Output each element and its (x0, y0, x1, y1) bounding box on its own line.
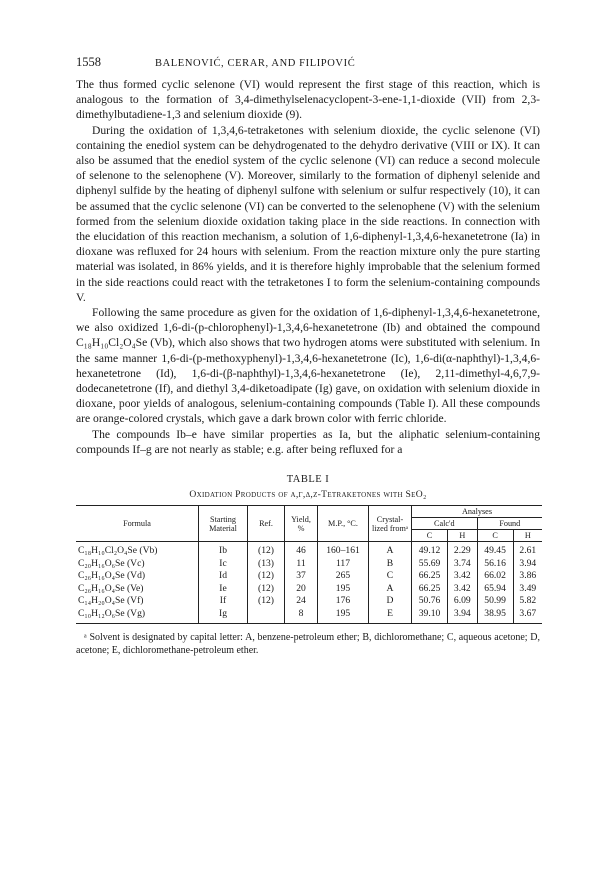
cell-found-h: 2.61 (513, 542, 542, 558)
cell-found-h: 3.86 (513, 570, 542, 583)
header-found: Found (477, 518, 542, 530)
cell-calcd-h: 3.94 (448, 608, 478, 623)
cell-mp: 195 (318, 608, 369, 623)
cell-crystallized-from: B (369, 558, 412, 571)
cell-ref: (12) (248, 595, 285, 608)
cell-starting-material: Id (199, 570, 248, 583)
table-row (76, 595, 542, 608)
header-mp: M.P., °C. (318, 506, 369, 542)
paragraph-3: Following the same procedure as given for the oxidation of 1,6-diphenyl-1,3,4,6-hexanetetrone, we also oxidized 1,6-di-(p-chlorophenyl)-1,3,4,6-hexanetetrone (Ib) and obtained the compound C₁₈H₁₀Cl₂O₄Se (Vb), which also shows that two hydrogen atoms were substituted with selenium. In the same manner 1,6-di-(p-methoxyphenyl)-1,3,4,6-hexanetetrone (Ic), 1,6-di(α-naphthyl)-1,3,4,6-hexanetetrone (Id), 1,6-di-(β-naphthyl)-1,3,4,6-hexanetetrone (Ie), 2,11-dimethyl-4,6,7,9-dodecanetetrone (If), and diethyl 3,4-diketoadipate (Ig) gave, on oxidation with selenium dioxide in dioxane, poor yields of analogous, selenium-containing compounds (Table I). All these compounds are orange-colored crystals, which gave a dark brown color with ferric chloride. (76, 306, 540, 426)
cell-mp: 176 (318, 595, 369, 608)
table-row (76, 570, 542, 583)
table-row (76, 583, 542, 596)
cell-crystallized-from: E (369, 608, 412, 623)
cell-calcd-h: 6.09 (448, 595, 478, 608)
cell-calcd-c: 55.69 (412, 558, 448, 571)
header-ref: Ref. (248, 506, 285, 542)
cell-calcd-c: 50.76 (412, 595, 448, 608)
oxidation-products-table (76, 505, 542, 624)
cell-yield: 8 (285, 608, 318, 623)
paragraph-1: The thus formed cyclic selenone (VI) would represent the first stage of this reaction, which is analogous to the formation of 3,4-dimethylselenacyclopent-3-ene-1,1-dioxide (VII) from 2,3-dimethylbutadiene-1,3 and selenium dioxide (9). (76, 78, 540, 122)
cell-formula: C₁₀H₁₂O₆Se (Vg) (76, 608, 199, 623)
paragraph-2: During the oxidation of 1,3,4,6-tetraketones with selenium dioxide, the cyclic selenone (VI) containing the enediol system can be dehydrogenated to the dehydro derivative (VIII or IX). It can also be assumed that the enediol system of the cyclic selenone (VI) can reduce a second molecule of selenone to the selenophene (V). Moreover, similarly to the formation of diphenyl selenide and diphenyl sulfide by the heating of diphenyl sulfone with selenium or sulfur respectively (10), it can be assumed that the cyclic selenone (VI) can be converted to the selenophene (V) with the selenium formed from the selenium dioxide oxidation taking place in the side reactions. In connection with the elucidation of this reaction mechanism, a solution of 1,6-diphenyl-1,3,4,6-hexanetetrone (Ia) in dioxane was refluxed for 24 hours with selenium. From the reaction mixture only the pure starting material was isolated, in 86% yields, and it is therefore highly improbable that the selenium formed in the side reactions could react with the tetraketones I to form the selenium-containing compounds V. (76, 123, 540, 304)
cell-calcd-h: 3.42 (448, 570, 478, 583)
table-label: TABLE I (286, 474, 330, 486)
cell-calcd-h: 2.29 (448, 542, 478, 558)
cell-ref: (13) (248, 558, 285, 571)
cell-ref: (12) (248, 570, 285, 583)
cell-found-h: 3.49 (513, 583, 542, 596)
cell-calcd-c: 66.25 (412, 570, 448, 583)
header-found-c: C (477, 530, 513, 542)
cell-ref (248, 608, 285, 623)
table-row (76, 608, 542, 623)
cell-found-h: 3.94 (513, 558, 542, 571)
cell-yield: 20 (285, 583, 318, 596)
cell-yield: 46 (285, 542, 318, 558)
cell-crystallized-from: C (369, 570, 412, 583)
cell-mp: 160–161 (318, 542, 369, 558)
table-row (76, 542, 542, 558)
cell-yield: 24 (285, 595, 318, 608)
cell-found-c: 56.16 (477, 558, 513, 571)
header-calcd-c: C (412, 530, 448, 542)
cell-ref: (12) (248, 542, 285, 558)
cell-mp: 195 (318, 583, 369, 596)
cell-found-c: 50.99 (477, 595, 513, 608)
cell-yield: 11 (285, 558, 318, 571)
cell-crystallized-from: D (369, 595, 412, 608)
cell-starting-material: Ib (199, 542, 248, 558)
cell-calcd-c: 66.25 (412, 583, 448, 596)
cell-found-c: 66.02 (477, 570, 513, 583)
header-calcd: Calc'd (412, 518, 478, 530)
page-number: 1558 (76, 55, 101, 69)
cell-formula: C₂₆H₁₆O₄Se (Vd) (78, 570, 146, 582)
header-starting-material: Starting Material (199, 506, 248, 542)
cell-found-h: 3.67 (513, 608, 542, 623)
cell-starting-material: Ie (199, 583, 248, 596)
cell-mp: 117 (318, 558, 369, 571)
paragraph-4: The compounds Ib–e have similar properties as Ia, but the aliphatic selenium-containing compounds If–g are not nearly as stable; e.g. after being refluxed for a (76, 427, 540, 456)
cell-formula: C₂₆H₁₆O₄Se (Ve) (78, 582, 144, 594)
table-footnote: ᵃ Solvent is designated by capital letter: A, benzene-petroleum ether; B, dichloromethane; C, aqueous acetone; D, acetone; E, dichloromethane-petroleum ether. (76, 631, 540, 657)
cell-formula: C₁₈H₁₀Cl₂O₄Se (Vb) (78, 545, 158, 557)
header-formula: Formula (76, 506, 199, 542)
header-yield: Yield, % (285, 506, 318, 542)
cell-crystallized-from: A (369, 583, 412, 596)
header-calcd-h: H (448, 530, 478, 542)
cell-calcd-c: 49.12 (412, 542, 448, 558)
page (76, 55, 540, 658)
cell-crystallized-from: A (369, 542, 412, 558)
cell-formula: C₁₄H₂₀O₄Se (Vf) (78, 595, 144, 607)
cell-calcd-c: 39.10 (412, 608, 448, 623)
cell-calcd-h: 3.74 (448, 558, 478, 571)
cell-yield: 37 (285, 570, 318, 583)
cell-starting-material: Ic (199, 558, 248, 571)
running-head-authors: BALENOVIĆ, CERAR, AND FILIPOVIĆ (155, 58, 356, 69)
cell-calcd-h: 3.42 (448, 583, 478, 596)
table-caption: Oxidation Products of α,γ,δ,ζ-Tetraketones with SeO₂ (189, 489, 427, 501)
body-text (76, 77, 540, 457)
table-row (76, 558, 542, 571)
header-found-h: H (513, 530, 542, 542)
running-head (76, 55, 540, 77)
cell-starting-material: Ig (199, 608, 248, 623)
header-analyses: Analyses (412, 506, 543, 518)
cell-ref: (12) (248, 583, 285, 596)
cell-found-c: 65.94 (477, 583, 513, 596)
cell-found-c: 49.45 (477, 542, 513, 558)
cell-found-c: 38.95 (477, 608, 513, 623)
cell-mp: 265 (318, 570, 369, 583)
cell-starting-material: If (199, 595, 248, 608)
cell-found-h: 5.82 (513, 595, 542, 608)
cell-formula: C₂₀H₁₆O₆Se (Vc) (78, 557, 145, 569)
header-crystallized-from: Crystal-lized fromᵃ (369, 506, 412, 542)
